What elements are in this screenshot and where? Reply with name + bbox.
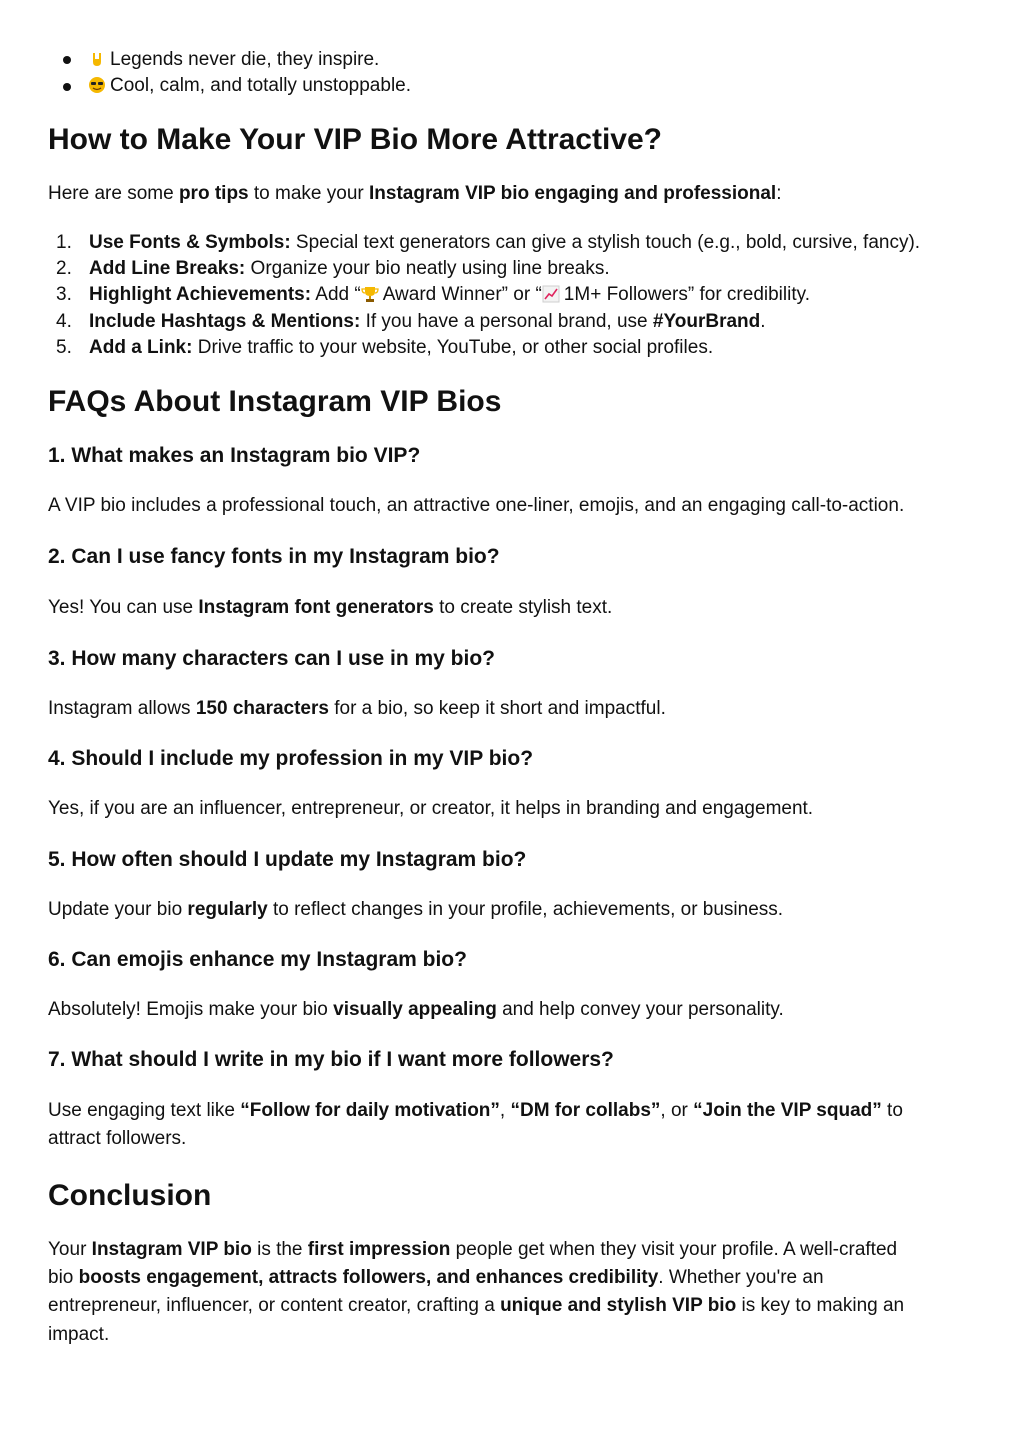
bullet-text: Legends never die, they inspire. [110,49,380,70]
list-number: 5. [56,337,72,358]
faq-question: 2. Can I use fancy fonts in my Instagram bio? [48,545,500,568]
rock-hand-icon [88,50,106,68]
trophy-icon [361,285,379,303]
conclusion-line: impact. [48,1324,110,1345]
tips-intro: Here are some pro tips to make your Instagram VIP bio engaging and professional: [48,183,782,204]
section-heading: How to Make Your VIP Bio More Attractive? [48,123,663,156]
faq-answer: Instagram allows 150 characters for a bio, so keep it short and impactful. [48,698,666,719]
tip-item: Add a Link: Drive traffic to your website, YouTube, or other social profiles. [89,337,714,358]
faq-question: 7. What should I write in my bio if I want more followers? [48,1048,614,1071]
list-number: 1. [56,232,72,253]
bullet-dot [63,83,71,91]
faq-question: 1. What makes an Instagram bio VIP? [48,444,421,467]
faq-question: 6. Can emojis enhance my Instagram bio? [48,948,467,971]
section-heading: FAQs About Instagram VIP Bios [48,385,502,418]
list-number: 4. [56,311,72,332]
conclusion-line: bio boosts engagement, attracts followers, and enhances credibility. Whether you're an [48,1267,824,1288]
conclusion-line: Your Instagram VIP bio is the first impression people get when they visit your profile. A well-crafted [48,1239,898,1260]
list-number: 3. [56,284,72,305]
faq-answer: Absolutely! Emojis make your bio visually appealing and help convey your personality. [48,999,784,1020]
sunglasses-face-icon [88,76,106,94]
chart-increasing-icon [542,285,560,303]
tip-item: Highlight Achievements: Add “ Award Winner” or “ 1M+ Followers” for credibility. [89,284,810,305]
faq-question: 4. Should I include my profession in my VIP bio? [48,747,534,770]
faq-answer: Use engaging text like “Follow for daily motivation”, “DM for collabs”, or “Join the VIP squad” to [48,1100,903,1121]
tip-item: Use Fonts & Symbols: Special text generators can give a stylish touch (e.g., bold, cursive, fancy). [89,232,921,253]
faq-question: 3. How many characters can I use in my bio? [48,647,495,670]
section-heading: Conclusion [48,1179,212,1212]
tip-item: Include Hashtags & Mentions: If you have a personal brand, use #YourBrand. [89,311,766,332]
bullet-dot [63,56,71,64]
conclusion-line: entrepreneur, influencer, or content creator, crafting a unique and stylish VIP bio is key to making an [48,1295,905,1316]
tip-item: Add Line Breaks: Organize your bio neatly using line breaks. [89,258,610,279]
faq-answer: Update your bio regularly to reflect changes in your profile, achievements, or business. [48,899,784,920]
bullet-item [88,48,379,72]
faq-answer: Yes! You can use Instagram font generators to create stylish text. [48,597,613,618]
faq-question: 5. How often should I update my Instagram bio? [48,848,527,871]
faq-answer: Yes, if you are an influencer, entrepreneur, or creator, it helps in branding and engagement. [48,798,814,819]
faq-answer-continued: attract followers. [48,1128,187,1149]
bullet-text: Cool, calm, and totally unstoppable. [110,75,412,96]
list-number: 2. [56,258,72,279]
bullet-item [88,74,411,98]
faq-answer: A VIP bio includes a professional touch, an attractive one-liner, emojis, and an engaging call-to-action. [48,495,905,516]
